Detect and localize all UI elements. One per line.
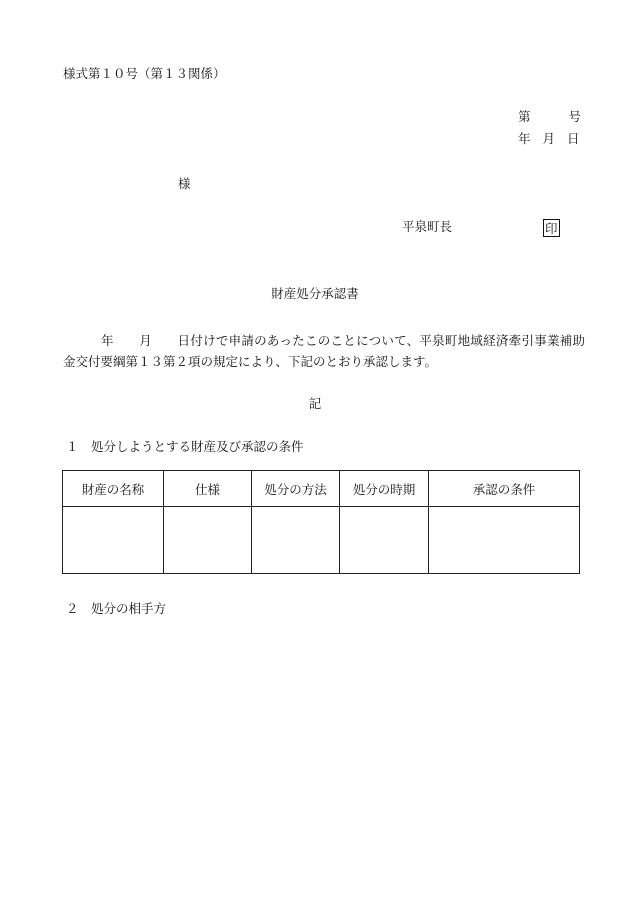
- header-approval-conditions: 承認の条件: [429, 471, 580, 507]
- conditions-table: [62, 470, 580, 574]
- date-month-label: 月: [542, 131, 556, 146]
- document-date: [518, 133, 580, 146]
- cell-disposal-method: [252, 507, 340, 574]
- ki-label: 記: [308, 396, 322, 411]
- table-row: [63, 507, 580, 574]
- header-specification: 仕様: [164, 471, 252, 507]
- header-disposal-period: 処分の時期: [340, 471, 429, 507]
- issuer-title: 平泉町長: [402, 219, 453, 234]
- document-number-label: 第: [518, 109, 531, 124]
- date-day-label: 日: [567, 131, 580, 146]
- cell-property-name: [63, 507, 164, 574]
- document-number: [518, 111, 581, 124]
- document-title: 財産処分承認書: [271, 286, 359, 301]
- form-number: 様式第１０号（第１３関係）: [63, 66, 226, 81]
- body-paragraph: 年 月 日付けで申請のあったこのことについて、平泉町地域経済牽引事業補助金交付要綱第１３第２項の規定により、下記のとおり承認します。: [63, 333, 585, 369]
- header-property-name: 財産の名称: [63, 471, 164, 507]
- section-2-heading: ２ 処分の相手方: [66, 601, 167, 616]
- header-disposal-method: 処分の方法: [252, 471, 340, 507]
- seal-mark: 印: [545, 221, 558, 236]
- cell-approval-conditions: [429, 507, 580, 574]
- cell-disposal-period: [340, 507, 429, 574]
- section-1-heading: １ 処分しようとする財産及び承認の条件: [66, 439, 304, 454]
- addressee-honorific: 様: [178, 176, 191, 191]
- document-number-suffix: 号: [568, 109, 582, 124]
- cell-specification: [164, 507, 252, 574]
- date-year-label: 年: [518, 131, 531, 146]
- table-header-row: [63, 471, 580, 507]
